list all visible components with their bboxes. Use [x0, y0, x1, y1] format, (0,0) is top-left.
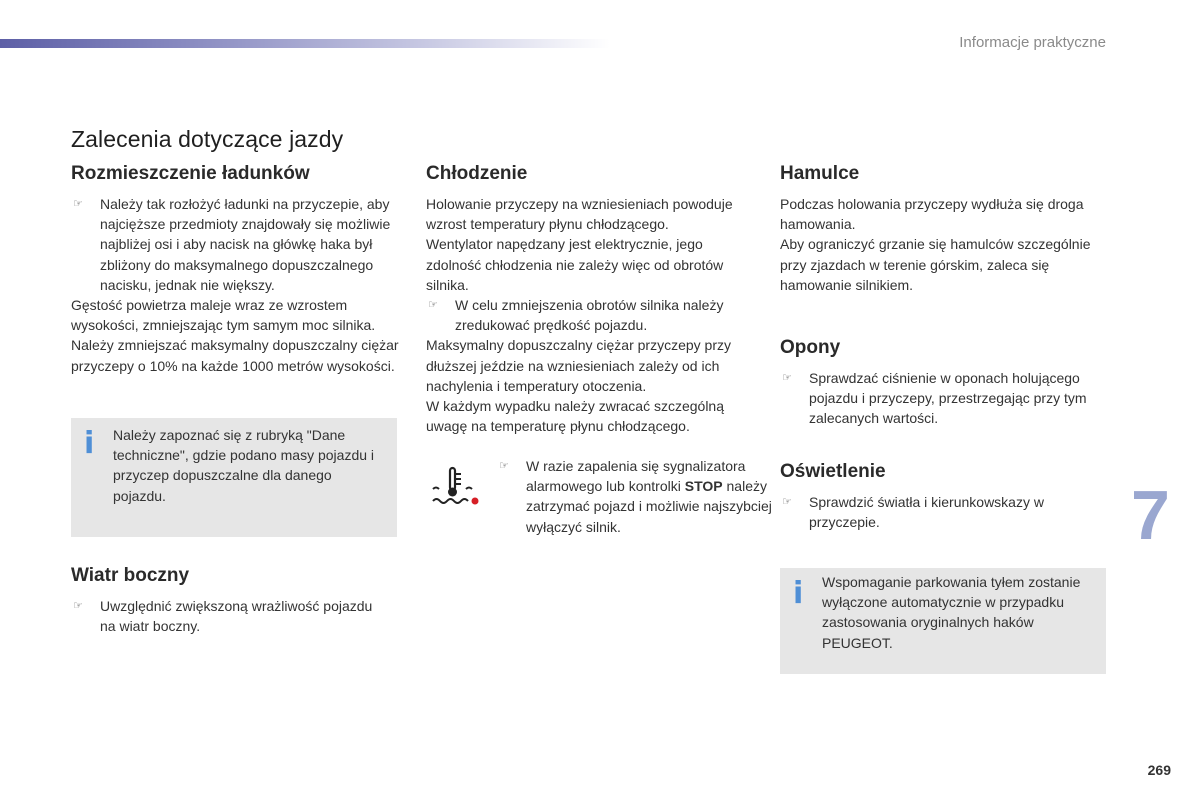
info-text: Należy zapoznać się z rubryką "Dane techniczne", gdzie podano masy pojazdu i przyczep dopuszczalne dla danego pojazdu.: [113, 427, 375, 504]
info-icon: i: [84, 426, 95, 461]
pointing-hand-icon: ☞: [782, 372, 792, 384]
paragraph: Maksymalny dopuszczalny ciężar przyczepy przy dłuższej jeździe na wzniesieniach zależy od ich nachylenia i temperatury otoczenia.: [426, 337, 731, 394]
paragraph: Wentylator napędzany jest elektrycznie, jego zdolność chłodzenia nie zależy więc od obrotów silnika.: [426, 236, 724, 293]
section-oswietlenie: [780, 461, 1110, 532]
paragraph: Aby ograniczyć grzanie się hamulców szczególnie przy zjazdach w terenie górskim, zaleca się hamowanie silnikiem.: [780, 236, 1091, 293]
header-gradient-bar: [0, 39, 610, 48]
bullet-item: [71, 194, 401, 295]
pointing-hand-icon: ☞: [73, 600, 83, 612]
paragraph: Podczas holowania przyczepy wydłuża się droga hamowania.: [780, 196, 1084, 233]
bullet-item: [780, 368, 1099, 429]
info-icon: i: [793, 576, 804, 611]
info-box-parkowanie: [780, 568, 1106, 674]
bullet-item: [426, 295, 756, 335]
bullet-text: Sprawdzać ciśnienie w oponach holującego pojazdu i przyczepy, przestrzegając przy tym zalecanych wartości.: [809, 370, 1087, 427]
bullet-text: W celu zmniejszenia obrotów silnika należy zredukować prędkość pojazdu.: [455, 297, 724, 334]
section-heading-wiatr: Wiatr boczny: [71, 565, 190, 586]
section-wiatr: [71, 565, 401, 636]
bullet-item: [71, 596, 390, 636]
paragraph: W każdym wypadku należy zwracać szczególną uwagę na temperaturę płynu chłodzącego.: [426, 398, 725, 435]
bullet-text: Sprawdzić światła i kierunkowskazy w przyczepie.: [809, 494, 1044, 531]
pointing-hand-icon: ☞: [499, 460, 509, 472]
pointing-hand-icon: ☞: [428, 299, 438, 312]
chapter-number: 7: [1131, 476, 1170, 554]
column-middle: [426, 163, 756, 436]
section-heading-opony: Opony: [780, 337, 841, 358]
section-heading-rozmieszczenie: Rozmieszczenie ładunków: [71, 163, 310, 184]
coolant-temperature-warning-icon: [430, 466, 480, 508]
bullet-text: Uwzględnić zwiększoną wrażliwość pojazdu na wiatr boczny.: [100, 598, 373, 635]
section-heading-hamulce: Hamulce: [780, 163, 860, 184]
column-left: [71, 163, 401, 376]
pointing-hand-icon: ☞: [73, 198, 83, 210]
bullet-text: Należy tak rozłożyć ładunki na przyczepie, aby najcięższe przedmioty znajdowały się możliwie najbliżej osi i aby nacisk na główkę haka był zbliżony do maksymalnego dopuszczalnego nacisku, jednak nie większy.: [100, 196, 391, 293]
page-number: 269: [1147, 762, 1171, 778]
column-right: [780, 163, 1110, 295]
bullet-text: W razie zapalenia się sygnalizatora alarmowego lub kontrolki STOP należy zatrzymać pojazd i możliwie najszybciej wyłączyć silnik.: [526, 458, 772, 535]
section-heading-chlodzenie: Chłodzenie: [426, 163, 528, 184]
bullet-item-warning: [497, 456, 788, 537]
page-title: Zalecenia dotyczące jazdy: [71, 126, 344, 152]
pointing-hand-icon: ☞: [782, 496, 792, 508]
bullet-item: [780, 492, 1099, 532]
header-title: Informacje praktyczne: [959, 34, 1106, 51]
section-heading-oswietlenie: Oświetlenie: [780, 461, 886, 482]
paragraph: Holowanie przyczepy na wzniesieniach powoduje wzrost temperatury płynu chłodzącego.: [426, 196, 733, 233]
info-text: Wspomaganie parkowania tyłem zostanie wyłączone automatycznie w przypadku zastosowania oryginalnych haków PEUGEOT.: [822, 574, 1081, 651]
paragraph: Gęstość powietrza maleje wraz ze wzrostem wysokości, zmniejszając tym samym moc silnika. Należy zmniejszać maksymalny dopuszczalny ciężar przyczepy o 10% na każde 1000 metrów wysokości.: [71, 297, 399, 374]
section-opony: [780, 337, 1110, 429]
info-box-dane-techniczne: [71, 418, 397, 537]
stop-label: STOP: [684, 478, 723, 495]
